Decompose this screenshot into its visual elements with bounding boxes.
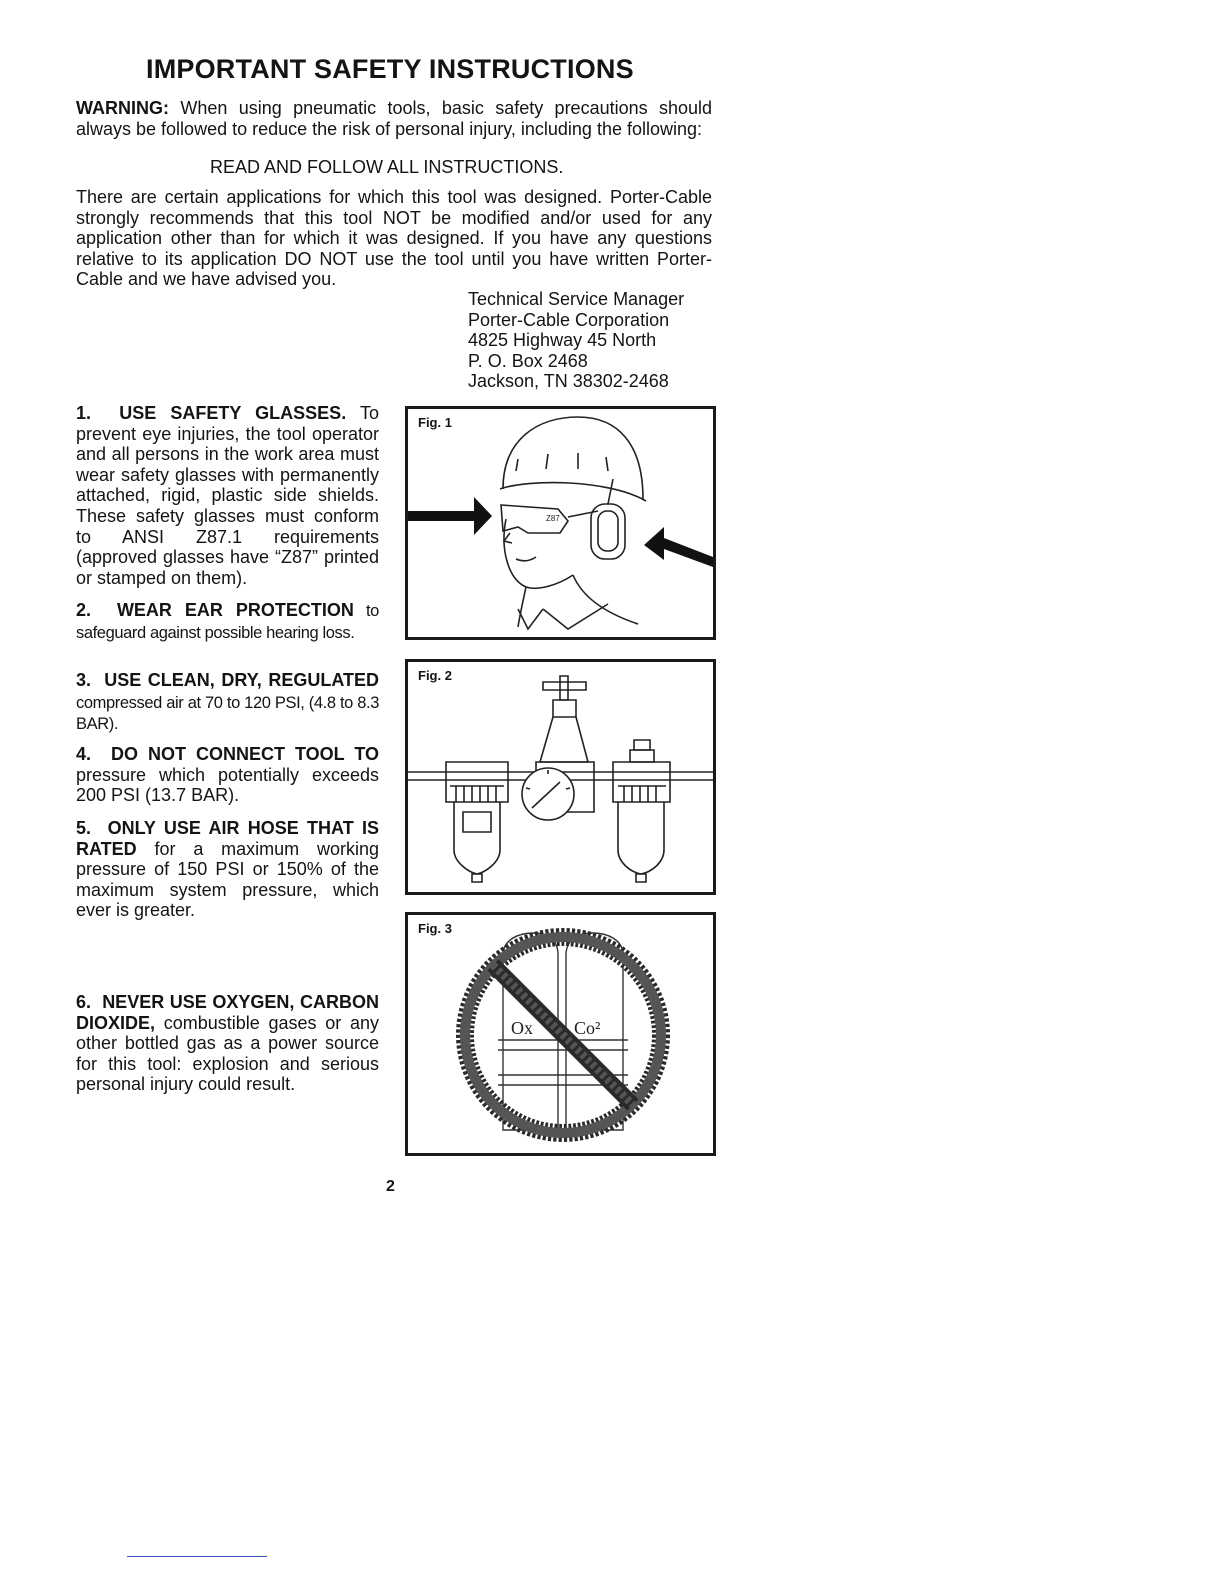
item-text: combustible gases or any other bottled gas as a power source for this tool: explosion and serious personal injury could result.: [76, 1012, 379, 1095]
figure-3-no-bottled-gas: [405, 912, 716, 1156]
item-heading: DO NOT CONNECT TOOL TO: [111, 744, 379, 764]
figure-2-label: Fig. 2: [418, 668, 452, 683]
intro-paragraph: There are certain applications for which this tool was designed. Porter-Cable strongly recommends that this tool NOT be modified and/or used for any application other than for which it was designed. If you have any questions relative to its application DO NOT use the tool until you have written Porter-Cable and we have advised you.: [76, 187, 712, 289]
tank-label-oxygen: Ox: [511, 1018, 533, 1038]
item-text: compressed air at 70 to 120 PSI, (4.8 to 8.3 BAR).: [76, 693, 379, 734]
address-block: [468, 289, 684, 392]
warning-paragraph: [76, 98, 712, 139]
address-line: Technical Service Manager: [468, 289, 685, 309]
item-number: 4.: [76, 744, 92, 764]
warning-text: When using pneumatic tools, basic safety precautions should always be followed to reduce the risk of personal injury, including the following:: [76, 98, 712, 139]
prohibited-gas-tanks-illustration: [408, 915, 713, 1153]
item-heading: WEAR EAR PROTECTION: [116, 600, 354, 620]
filter-regulator-lubricator-illustration: [408, 662, 713, 892]
item-number: 6.: [76, 992, 92, 1012]
item-heading: USE SAFETY GLASSES.: [119, 403, 347, 423]
footer-rule: [127, 1556, 267, 1557]
page-number: 2: [386, 1178, 395, 1195]
item-number: 3.: [76, 670, 92, 690]
instruction-item-1: [76, 403, 379, 588]
glasses-mark: Z87: [546, 514, 560, 523]
instruction-item-3: [76, 670, 379, 735]
figure-2-air-regulator: [405, 659, 716, 895]
figure-1-safety-gear: [405, 406, 716, 640]
item-text: for a maximum working pressure of 150 PSI or 150% of the maximum system pressure, which ever is greater.: [76, 838, 379, 921]
item-text: pressure which potentially exceeds 200 PSI (13.7 BAR).: [76, 764, 379, 806]
address-line: Jackson, TN 38302-2468: [468, 371, 669, 392]
item-text: To prevent eye injuries, the tool operator and all persons in the work area must wear safety glasses with permanently attached, rigid, plastic side shields. These safety glasses must conform to ANSI Z87.1 requirements (approved glasses have “Z87” printed or stamped on them).: [76, 403, 380, 588]
instruction-item-6: [76, 992, 379, 1095]
instruction-item-5: [76, 818, 379, 921]
address-line: P. O. Box 2468: [468, 350, 588, 371]
item-heading: ONLY USE AIR HOSE THAT IS RATED: [76, 818, 379, 859]
read-follow-heading: READ AND FOLLOW ALL INSTRUCTIONS.: [210, 157, 564, 177]
item-number: 2.: [76, 600, 92, 620]
instruction-item-4: [76, 744, 379, 806]
head-with-glasses-and-earmuffs-illustration: [408, 409, 713, 637]
figure-3-label: Fig. 3: [418, 921, 452, 936]
address-line: 4825 Highway 45 North: [468, 330, 657, 351]
item-heading: NEVER USE OXYGEN, CARBON DIOXIDE,: [76, 992, 379, 1033]
instruction-item-2: [76, 600, 379, 643]
tank-label-co2: Co²: [574, 1018, 601, 1038]
item-number: 1.: [76, 403, 92, 423]
item-heading: USE CLEAN, DRY, REGULATED: [104, 670, 379, 690]
page-title: IMPORTANT SAFETY INSTRUCTIONS: [146, 54, 634, 84]
item-text: to safeguard against possible hearing loss.: [76, 602, 379, 642]
figure-1-label: Fig. 1: [418, 415, 452, 430]
item-number: 5.: [76, 818, 92, 838]
address-line: Porter-Cable Corporation: [468, 309, 670, 330]
warning-label: WARNING:: [76, 98, 169, 118]
